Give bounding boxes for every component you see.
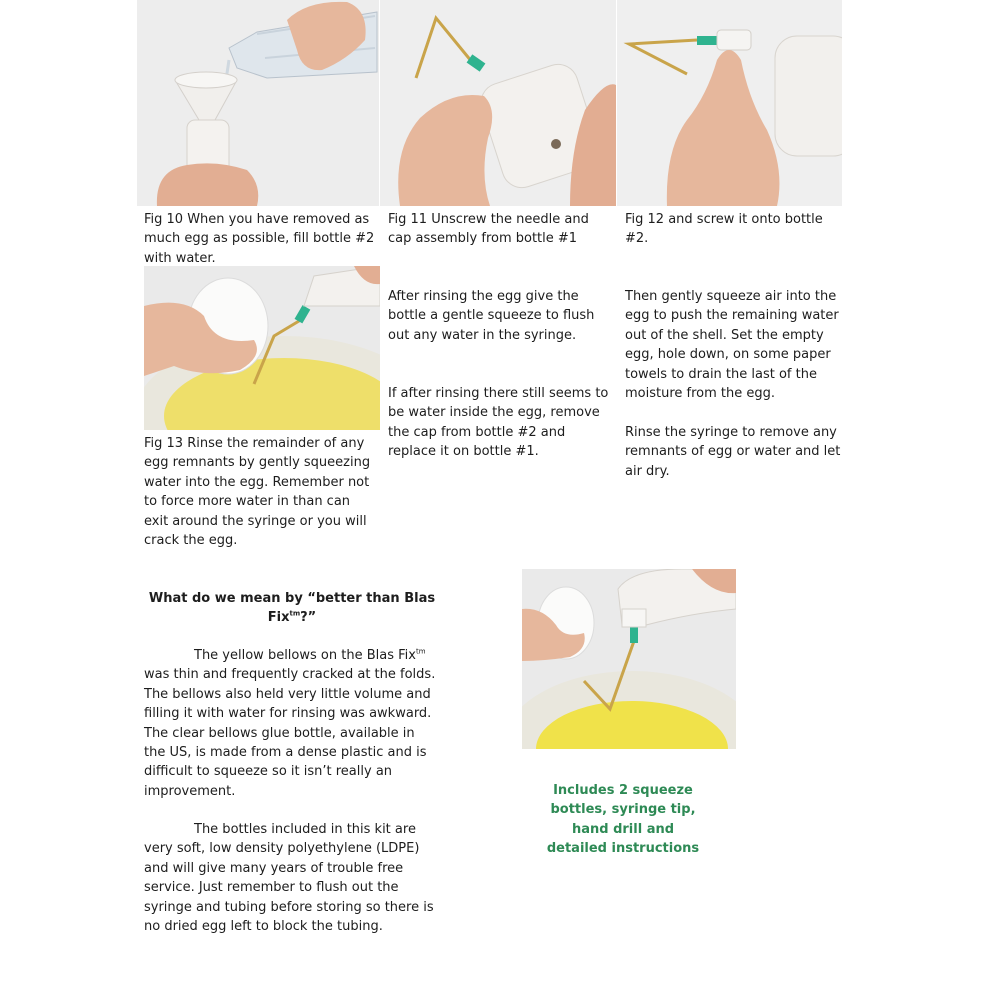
paragraph1-trademark: tm (415, 647, 426, 656)
rinsing-egg-icon (144, 266, 380, 430)
unscrew-needle-icon (380, 0, 616, 206)
pouring-water-icon (137, 0, 379, 206)
paragraph2-text: The bottles included in this kit are very soft, low density polyethylene (LDPE) and will give many years of trouble free service. Just remember to flush out the syringe and tubing before storing so there is no dried egg left to block the tubing. (144, 822, 434, 935)
kit-contents-promo (546, 781, 700, 859)
article-paragraph-1 (144, 646, 440, 801)
fig11-caption (388, 210, 610, 249)
fig10-caption (144, 210, 376, 268)
article-paragraph-2 (144, 820, 440, 936)
fig10-caption-text: Fig 10 When you have removed as much egg as possible, fill bottle #2 with water. (144, 212, 375, 266)
rinse-syringe-paragraph (625, 423, 841, 481)
fig12-caption-text: Fig 12 and screw it onto bottle #2. (625, 212, 823, 247)
swap-cap-paragraph (388, 384, 610, 462)
needle-assembly-icon (617, 0, 842, 206)
fig13-photo (144, 266, 380, 430)
fig11-caption-text: Fig 11 Unscrew the needle and cap assembly from bottle #1 (388, 212, 589, 247)
rinse-syringe-text: Rinse the syringe to remove any remnants of egg or water and let air dry. (625, 425, 841, 479)
fig10-photo (137, 0, 379, 206)
fig12-caption (625, 210, 839, 249)
push-air-paragraph (625, 287, 841, 403)
rinse-squeeze-text: After rinsing the egg give the bottle a gentle squeeze to flush out any water in the syringe. (388, 289, 595, 343)
fig11-photo (380, 0, 616, 206)
push-air-text: Then gently squeeze air into the egg to push the remaining water out of the shell. Set the empty egg, hole down, on some paper towels to drain the last of the moisture from the egg. (625, 289, 839, 402)
fig12-photo (617, 0, 842, 206)
heading-trademark: tm (289, 609, 301, 618)
promo-text: Includes 2 squeeze bottles, syringe tip, hand drill and detailed instructions (546, 783, 700, 857)
kit-rinsing-egg-icon (522, 569, 736, 749)
kit-photo (522, 569, 736, 749)
swap-cap-text: If after rinsing there still seems to be water inside the egg, remove the cap from bottle #2 and replace it on bottle #1. (388, 386, 609, 460)
paragraph1-text-part1: The yellow bellows on the Blas Fix (194, 648, 416, 663)
paragraph1-text-part2: was thin and frequently cracked at the folds. The bellows also held very little volume and filling it with water for rinsing was awkward. The clear bellows glue bottle, available in the US, is made from a dense plastic and is difficult to squeeze so it isn’t really an improvement. (144, 667, 436, 799)
fig13-caption (144, 434, 378, 550)
rinse-squeeze-paragraph (388, 287, 610, 345)
heading-text-part1: What do we mean by “better than Blas Fix (148, 591, 436, 625)
heading-text-part2: ?” (300, 610, 317, 625)
fig13-caption-text: Fig 13 Rinse the remainder of any egg remnants by gently squeezing water into the egg. Remember not to force more water in than can exit around the syringe or you will crack the egg. (144, 436, 371, 549)
article-heading (146, 589, 438, 627)
